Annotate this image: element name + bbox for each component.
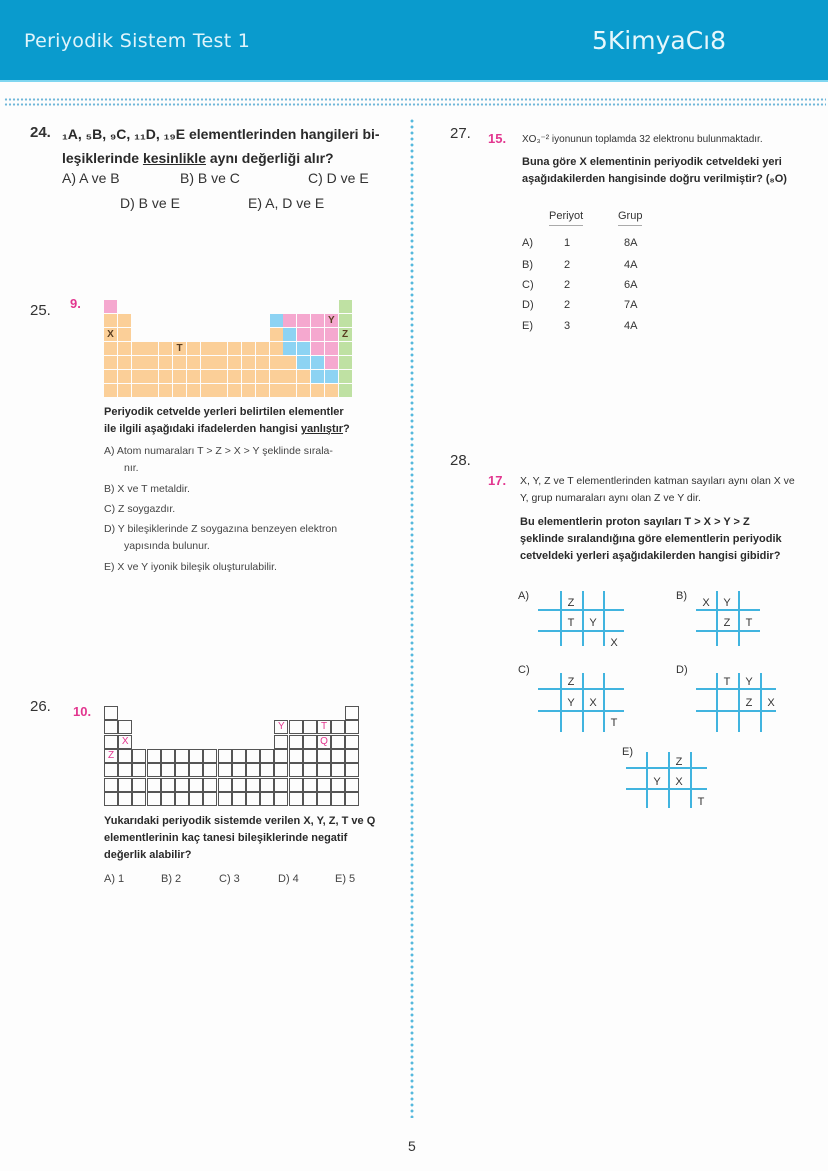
question-27-text: Buna göre X elementinin periyodik cetveldeki yeri aşağıdakilerden hangisinde doğru verilmiştir? (₈O) — [522, 156, 787, 185]
table-cell — [214, 342, 227, 355]
table-cell — [283, 328, 296, 341]
element-z-cell: Z — [104, 749, 118, 763]
table-cell — [132, 792, 146, 806]
grid-line — [696, 609, 760, 611]
table-cell — [325, 356, 338, 369]
table-cell — [345, 778, 359, 792]
q26-option-c[interactable]: C) 3 — [219, 873, 240, 885]
table-cell — [297, 370, 310, 383]
table-cell — [161, 778, 175, 792]
q27-b-periyot: 2 — [564, 259, 571, 271]
table-cell — [311, 384, 324, 397]
table-cell — [118, 763, 132, 777]
grid-element-label: X — [610, 637, 618, 649]
table-cell — [339, 370, 352, 383]
table-cell — [256, 384, 269, 397]
table-cell — [132, 342, 145, 355]
table-cell — [201, 342, 214, 355]
question-25-text: Periyodik cetvelde yerleri belirtilen elementler ile ilgili aşağıdaki ifadelerden hangisi yanlıştır? — [104, 406, 350, 435]
table-cell — [317, 763, 331, 777]
q27-option-e[interactable]: E) — [522, 320, 533, 332]
table-cell — [189, 763, 203, 777]
table-cell — [232, 778, 246, 792]
table-cell — [303, 792, 317, 806]
table-cell — [274, 778, 288, 792]
q24-option-b[interactable]: B) B ve C — [180, 170, 240, 186]
table-cell — [283, 370, 296, 383]
table-cell — [246, 749, 260, 763]
table-cell — [274, 735, 288, 749]
table-cell — [104, 735, 118, 749]
table-cell — [311, 342, 324, 355]
table-cell — [246, 778, 260, 792]
question-28-intro: X, Y, Z ve T elementlerinden katman sayıları aynı olan X ve Y, grup numaraları aynı olan Z ve Y dir. — [520, 475, 795, 504]
table-cell — [145, 342, 158, 355]
table-cell — [283, 356, 296, 369]
table-cell — [218, 749, 232, 763]
table-cell — [187, 342, 200, 355]
grid-line — [538, 630, 624, 632]
table-cell — [270, 384, 283, 397]
table-cell — [325, 370, 338, 383]
table-cell — [270, 342, 283, 355]
table-cell — [118, 749, 132, 763]
table-cell — [159, 370, 172, 383]
source-number-15: 15. — [488, 131, 507, 146]
table-cell — [118, 720, 132, 734]
table-cell — [311, 356, 324, 369]
table-cell — [339, 342, 352, 355]
table-cell — [260, 763, 274, 777]
table-cell — [232, 749, 246, 763]
table-cell — [132, 384, 145, 397]
table-cell — [175, 749, 189, 763]
element-q-cell: Q — [317, 735, 331, 749]
grid-element-label: T — [567, 617, 575, 629]
q27-option-a[interactable]: A) — [522, 237, 533, 249]
grid-element-label: Z — [675, 756, 683, 768]
grid-line — [538, 688, 624, 690]
q28-option-label[interactable]: E) — [622, 746, 633, 758]
table-cell — [218, 792, 232, 806]
table-cell — [161, 763, 175, 777]
question-number-27: 27. — [450, 125, 471, 142]
source-number-17: 17. — [488, 473, 507, 488]
table-cell — [201, 356, 214, 369]
table-cell — [242, 384, 255, 397]
table-cell — [104, 370, 117, 383]
question-number-26: 26. — [30, 698, 51, 715]
table-cell — [303, 763, 317, 777]
grid-line — [538, 609, 624, 611]
dotted-divider-horizontal — [4, 97, 826, 107]
dotted-divider-vertical — [410, 118, 414, 1118]
table-cell — [297, 384, 310, 397]
table-cell — [161, 792, 175, 806]
table-cell — [345, 792, 359, 806]
table-cell — [104, 706, 118, 720]
q27-a-grup: 8A — [624, 237, 638, 249]
table-cell — [189, 749, 203, 763]
grid-line — [538, 710, 624, 712]
grid-element-label: Z — [567, 597, 575, 609]
source-number-10: 10. — [73, 704, 92, 719]
grid-element-label: T — [723, 676, 731, 688]
table-cell — [145, 370, 158, 383]
table-cell — [345, 749, 359, 763]
table-cell — [132, 749, 146, 763]
q27-option-c[interactable]: C) — [522, 279, 534, 291]
grid-line — [696, 710, 776, 712]
table-cell — [283, 384, 296, 397]
grid-element-label: T — [610, 717, 618, 729]
table-cell — [274, 749, 288, 763]
table-cell — [325, 328, 338, 341]
table-cell — [232, 792, 246, 806]
table-cell — [175, 763, 189, 777]
q27-e-grup: 4A — [624, 320, 638, 332]
table-cell — [331, 749, 345, 763]
q27-c-grup: 6A — [624, 279, 638, 291]
grid-element-label: T — [697, 796, 705, 808]
table-cell — [242, 356, 255, 369]
table-cell — [242, 370, 255, 383]
q27-option-b[interactable]: B) — [522, 259, 533, 271]
table-cell — [289, 763, 303, 777]
table-cell — [104, 763, 118, 777]
table-cell — [159, 356, 172, 369]
table-cell — [187, 356, 200, 369]
q27-b-grup: 4A — [624, 259, 638, 271]
table-cell — [145, 384, 158, 397]
table-cell — [201, 384, 214, 397]
table-cell — [339, 300, 352, 313]
table-cell — [161, 749, 175, 763]
table-cell — [297, 356, 310, 369]
brand-logo: 5KimyaCı8 — [592, 26, 727, 55]
table-cell — [214, 384, 227, 397]
table-cell — [132, 778, 146, 792]
table-cell — [270, 314, 283, 327]
table-cell — [228, 370, 241, 383]
table-cell — [274, 763, 288, 777]
table-cell — [218, 763, 232, 777]
table-cell — [325, 384, 338, 397]
table-cell — [260, 749, 274, 763]
table-cell — [246, 763, 260, 777]
q24-option-c[interactable]: C) D ve E — [308, 170, 369, 186]
table-cell — [218, 778, 232, 792]
grid-element-label: X — [675, 776, 683, 788]
element-x-cell: X — [104, 328, 117, 341]
table-cell — [256, 356, 269, 369]
table-cell — [173, 370, 186, 383]
grid-element-label: Y — [589, 617, 597, 629]
grid-element-label: Z — [723, 617, 731, 629]
q26-option-a[interactable]: A) 1 — [104, 873, 125, 885]
q28-option-label[interactable]: A) — [518, 590, 529, 602]
table-cell — [345, 706, 359, 720]
table-cell — [274, 792, 288, 806]
grid-element-label: Y — [653, 776, 661, 788]
test-title: Periyodik Sistem Test 1 — [24, 30, 251, 52]
table-cell — [283, 314, 296, 327]
table-cell — [214, 356, 227, 369]
grid-element-label: Y — [745, 676, 753, 688]
table-cell — [297, 314, 310, 327]
table-cell — [159, 384, 172, 397]
question-number-24: 24. — [30, 124, 51, 141]
grid-element-label: T — [745, 617, 753, 629]
table-cell — [104, 384, 117, 397]
table-cell — [242, 342, 255, 355]
q25-option-b[interactable]: B) X ve T metaldir. — [104, 483, 190, 495]
question-27-intro: XO₃⁻² iyonunun toplamda 32 elektronu bulunmaktadır. — [522, 134, 763, 145]
table-cell — [297, 342, 310, 355]
table-cell — [132, 356, 145, 369]
table-cell — [187, 370, 200, 383]
table-cell — [203, 763, 217, 777]
element-z-cell: Z — [339, 328, 352, 341]
table-cell — [203, 792, 217, 806]
element-y-cell: Y — [274, 720, 288, 734]
table-cell — [132, 763, 146, 777]
grid-line — [626, 767, 707, 769]
table-cell — [317, 792, 331, 806]
table-cell — [104, 792, 118, 806]
table-cell — [270, 356, 283, 369]
element-t-cell: T — [173, 342, 186, 355]
grid-line — [696, 688, 776, 690]
table-cell — [159, 342, 172, 355]
table-cell — [339, 356, 352, 369]
grid-element-label: X — [767, 697, 775, 709]
q25-option-a-cont: nır. — [124, 462, 139, 474]
table-cell — [270, 328, 283, 341]
table-cell — [228, 342, 241, 355]
q24-option-e[interactable]: E) A, D ve E — [248, 195, 325, 211]
table-cell — [317, 778, 331, 792]
col-header-grup: Grup — [618, 210, 642, 226]
q27-e-periyot: 3 — [564, 320, 571, 332]
table-cell — [201, 370, 214, 383]
q27-c-periyot: 2 — [564, 279, 571, 291]
table-cell — [228, 356, 241, 369]
table-cell — [118, 778, 132, 792]
q27-option-d[interactable]: D) — [522, 299, 534, 311]
q27-a-periyot: 1 — [564, 237, 571, 249]
table-cell — [118, 314, 131, 327]
table-cell — [189, 778, 203, 792]
table-cell — [339, 314, 352, 327]
q25-option-d-cont: yapısında bulunur. — [124, 540, 210, 552]
table-cell — [118, 384, 131, 397]
table-cell — [147, 763, 161, 777]
q26-option-e[interactable]: E) 5 — [335, 873, 356, 885]
page-number: 5 — [408, 1138, 416, 1154]
grid-element-label: X — [702, 597, 710, 609]
table-cell — [147, 749, 161, 763]
table-cell — [289, 792, 303, 806]
grid-line — [696, 630, 760, 632]
q26-option-b[interactable]: B) 2 — [161, 873, 182, 885]
table-cell — [331, 792, 345, 806]
table-cell — [203, 749, 217, 763]
table-cell — [145, 356, 158, 369]
element-y-cell: Y — [325, 314, 338, 327]
q25-option-d[interactable]: D) Y bileşiklerinde Z soygazına benzeyen elektron — [104, 523, 338, 535]
table-cell — [289, 720, 303, 734]
table-cell — [289, 749, 303, 763]
q24-option-a[interactable]: A) A ve B — [62, 170, 120, 186]
table-cell — [303, 720, 317, 734]
table-cell — [325, 342, 338, 355]
q27-d-grup: 7A — [624, 299, 638, 311]
table-cell — [339, 384, 352, 397]
element-x-cell: X — [118, 735, 132, 749]
table-cell — [104, 356, 117, 369]
table-cell — [260, 778, 274, 792]
col-header-periyot: Periyot — [549, 210, 583, 226]
table-cell — [104, 342, 117, 355]
table-cell — [311, 370, 324, 383]
table-cell — [270, 370, 283, 383]
q25-option-e[interactable]: E) X ve Y iyonik bileşik oluşturulabilir. — [104, 561, 277, 573]
table-cell — [331, 720, 345, 734]
table-cell — [303, 749, 317, 763]
question-number-28: 28. — [450, 452, 471, 469]
table-cell — [104, 720, 118, 734]
question-28-text: Bu elementlerin proton sayıları T > X > Y > Z şeklinde sıralandığına göre elementlerin periyodik cetveldeki yerleri aşağıdakilerden hangisi gibidir? — [520, 516, 782, 562]
source-number-9: 9. — [70, 296, 81, 311]
q26-option-d[interactable]: D) 4 — [278, 873, 299, 885]
q28-option-label[interactable]: B) — [676, 590, 687, 602]
table-cell — [118, 328, 131, 341]
table-cell — [175, 778, 189, 792]
page-header — [0, 0, 828, 82]
grid-element-label: Z — [745, 697, 753, 709]
table-cell — [147, 792, 161, 806]
table-cell — [256, 342, 269, 355]
table-cell — [189, 792, 203, 806]
q27-d-periyot: 2 — [564, 299, 571, 311]
table-cell — [311, 314, 324, 327]
table-cell — [104, 778, 118, 792]
table-cell — [345, 763, 359, 777]
grid-element-label: Z — [567, 676, 575, 688]
table-cell — [187, 384, 200, 397]
table-cell — [173, 384, 186, 397]
table-cell — [175, 792, 189, 806]
table-cell — [297, 328, 310, 341]
table-cell — [283, 342, 296, 355]
question-26-text: Yukarıdaki periyodik sistemde verilen X, Y, Z, T ve Q elementlerinin kaç tanesi bileşiklerinde negatif değerlik alabilir? — [104, 815, 376, 861]
q24-option-d[interactable]: D) B ve E — [120, 195, 180, 211]
table-cell — [289, 735, 303, 749]
table-cell — [345, 735, 359, 749]
table-cell — [317, 749, 331, 763]
table-cell — [232, 763, 246, 777]
table-cell — [228, 384, 241, 397]
grid-line — [626, 788, 707, 790]
table-cell — [303, 778, 317, 792]
table-cell — [214, 370, 227, 383]
question-number-25: 25. — [30, 302, 51, 319]
table-cell — [147, 778, 161, 792]
table-cell — [331, 763, 345, 777]
table-cell — [256, 370, 269, 383]
table-cell — [118, 792, 132, 806]
q28-option-label[interactable]: C) — [518, 664, 530, 676]
table-cell — [132, 370, 145, 383]
table-cell — [203, 778, 217, 792]
element-t-cell: T — [317, 720, 331, 734]
table-cell — [289, 778, 303, 792]
table-cell — [345, 720, 359, 734]
grid-element-label: Y — [567, 697, 575, 709]
table-cell — [118, 342, 131, 355]
grid-element-label: X — [589, 697, 597, 709]
table-cell — [311, 328, 324, 341]
table-cell — [104, 314, 117, 327]
table-cell — [303, 735, 317, 749]
q28-option-label[interactable]: D) — [676, 664, 688, 676]
table-cell — [246, 792, 260, 806]
table-cell — [104, 300, 117, 313]
q24-line1: ₁A, ₅B, ₉C, ₁₁D, ₁₉E elementlerinden hangileri bi- — [62, 126, 380, 142]
question-24-text — [62, 122, 392, 170]
grid-element-label: Y — [723, 597, 731, 609]
q25-option-a[interactable]: A) Atom numaraları T > Z > X > Y şeklinde sırala- — [104, 445, 333, 457]
table-cell — [331, 778, 345, 792]
table-cell — [118, 370, 131, 383]
q24-line2: leşiklerinde kesinlikle aynı değerliği alır? — [62, 150, 334, 166]
table-cell — [173, 356, 186, 369]
q25-option-c[interactable]: C) Z soygazdır. — [104, 503, 176, 515]
table-cell — [331, 735, 345, 749]
table-cell — [260, 792, 274, 806]
table-cell — [118, 356, 131, 369]
